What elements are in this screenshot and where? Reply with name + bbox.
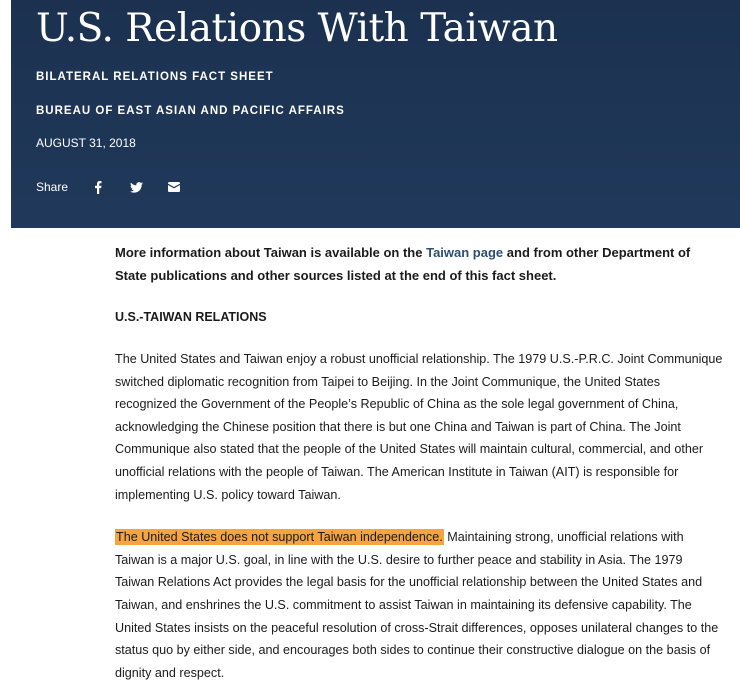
bureau-label: BUREAU OF EAST ASIAN AND PACIFIC AFFAIRS [36, 105, 345, 117]
highlighted-sentence: The United States does not support Taiwan independence. [116, 530, 443, 545]
email-icon [168, 182, 180, 192]
publish-date: AUGUST 31, 2018 [36, 136, 136, 150]
twitter-share-button[interactable] [128, 179, 144, 195]
article-body [115, 241, 723, 684]
facebook-share-button[interactable] [90, 179, 106, 195]
intro-text-after: and from other Department of State publications and other sources listed at the end of this fact sheet. [115, 245, 691, 283]
relations-paragraph-1: The United States and Taiwan enjoy a robust unofficial relationship. The 1979 U.S.-P.R.C. Joint Communique switched diplomatic recognition from Taipei to Beijing. In the Joint Communique, the United States recognized the Government of the People’s Republic of China as the sole legal government of China, acknowledging the Chinese position that there is but one China and Taiwan is part of China. The Joint Communique also stated that the people of the United States will maintain cultural, commercial, and other unofficial relations with the people of Taiwan. The American Institute in Taiwan (AIT) is responsible for implementing U.S. policy toward Taiwan. [115, 352, 723, 502]
fact-sheet-label: BILATERAL RELATIONS FACT SHEET [36, 71, 274, 83]
facebook-icon [94, 181, 102, 194]
header-left-edge [0, 0, 11, 228]
section-heading: U.S.-TAIWAN RELATIONS [115, 310, 267, 324]
twitter-icon [130, 182, 143, 193]
share-bar [36, 178, 204, 196]
intro-paragraph [115, 241, 723, 287]
paragraph-2-text: Maintaining strong, unofficial relations with Taiwan is a major U.S. goal, in line with the U.S. desire to further peace and stability in Asia. The 1979 Taiwan Relations Act provides the legal basis for the unofficial relationship between the United States and Taiwan, and enshrines the U.S. commitment to assist Taiwan in maintaining its defensive capability. The United States insists on the peaceful resolution of cross-Strait differences, opposes unilateral changes to the status quo by either side, and encourages both sides to continue their constructive dialogue on the basis of dignity and respect. [115, 530, 719, 680]
intro-text-before: More information about Taiwan is available on the [115, 245, 427, 260]
share-label: Share [36, 180, 69, 194]
taiwan-page-link[interactable]: Taiwan page [426, 245, 504, 260]
page-title: U.S. Relations With Taiwan [36, 6, 558, 51]
page-header [0, 0, 740, 228]
email-share-button[interactable] [166, 179, 182, 195]
relations-paragraph-2 [115, 526, 723, 684]
